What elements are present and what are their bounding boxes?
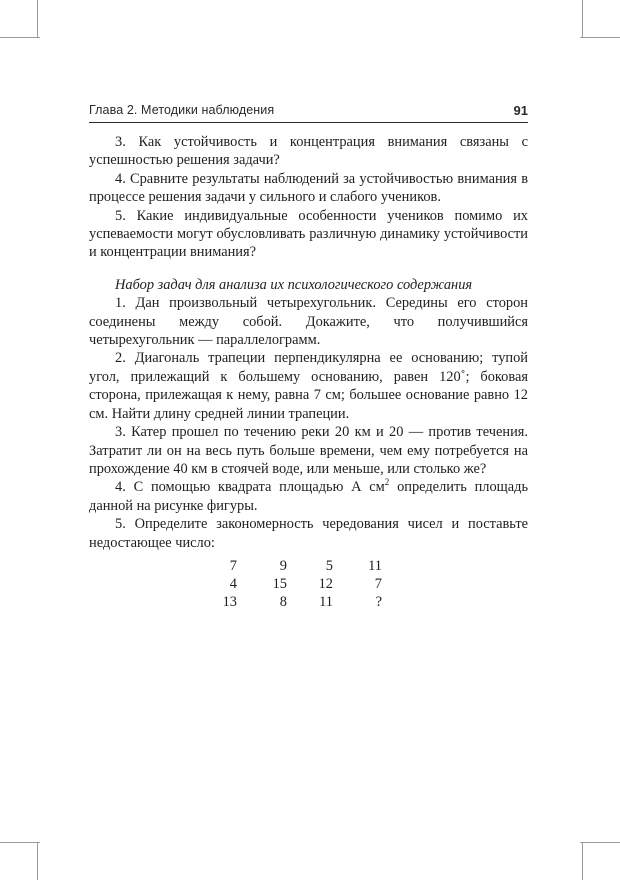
grid-cell: 12 [318,575,333,592]
grid-cell: 7 [229,557,237,574]
grid-cell: 13 [222,593,237,610]
header-rule [89,122,528,123]
task-1: 1. Дан произвольный четырехугольник. Середины его сторон соединены между собой. Докажите, что получившийся четырехугольник — параллелограмм. [89,295,528,349]
crop-mark [37,842,38,880]
page-number: 91 [513,103,528,118]
grid-cell: 5 [325,557,333,574]
task-2: 2. Диагональ трапеции перпендикулярна ее основанию; тупой угол, прилежащий к большему основанию, равен 120˚; боковая сторона, прилежащая к нему, равна 7 см; большее основание равно 12 см. Найти длину средней линии трапеции. [89,350,528,422]
task-4-text-end: определить площадь данной на рисунке фигуры. [89,479,529,514]
number-grid [89,557,528,613]
task-4-text: 4. С помощью квадрата площадью А см [115,479,385,496]
crop-mark [580,842,620,843]
task-5: 5. Определите закономерность чередования чисел и поставьте недостающее число: [89,516,528,551]
crop-mark [582,842,583,880]
task-3: 3. Катер прошел по течению реки 20 км и 20 — против течения. Затратит ли он на весь путь больше времени, чем ему потребуется на прохождение 40 км в стоячей воде, или меньше, или столько же? [89,424,528,477]
tasks-heading: Набор задач для анализа их психологического содержания [115,276,473,293]
superscript: 2 [384,477,390,488]
grid-cell: 9 [279,557,287,574]
crop-mark [582,0,583,38]
grid-cell: ? [375,593,382,610]
running-header [89,103,528,119]
grid-cell: 11 [319,593,333,610]
task-4 [89,478,528,515]
chapter-title: Глава 2. Методики наблюдения [89,103,275,117]
grid-cell: 11 [368,557,382,574]
crop-mark [37,0,38,38]
crop-mark [580,37,620,38]
question-3: 3. Как устойчивость и концентрация внимания связаны с успешностью решения задачи? [89,134,528,169]
question-4: 4. Сравните результаты наблюдений за устойчивостью внимания в процессе решения задачи у сильного и слабого учеников. [89,170,528,206]
crop-mark [0,37,40,38]
page-body [89,133,528,613]
grid-cell: 4 [229,575,237,592]
grid-cell: 7 [374,575,382,592]
grid-cell: 15 [272,575,287,592]
question-5: 5. Какие индивидуальные особенности учеников помимо их успеваемости могут обусловливать различную динамику устойчивости и концентрации внимания? [89,207,528,261]
crop-mark [0,842,40,843]
grid-cell: 8 [279,593,287,610]
